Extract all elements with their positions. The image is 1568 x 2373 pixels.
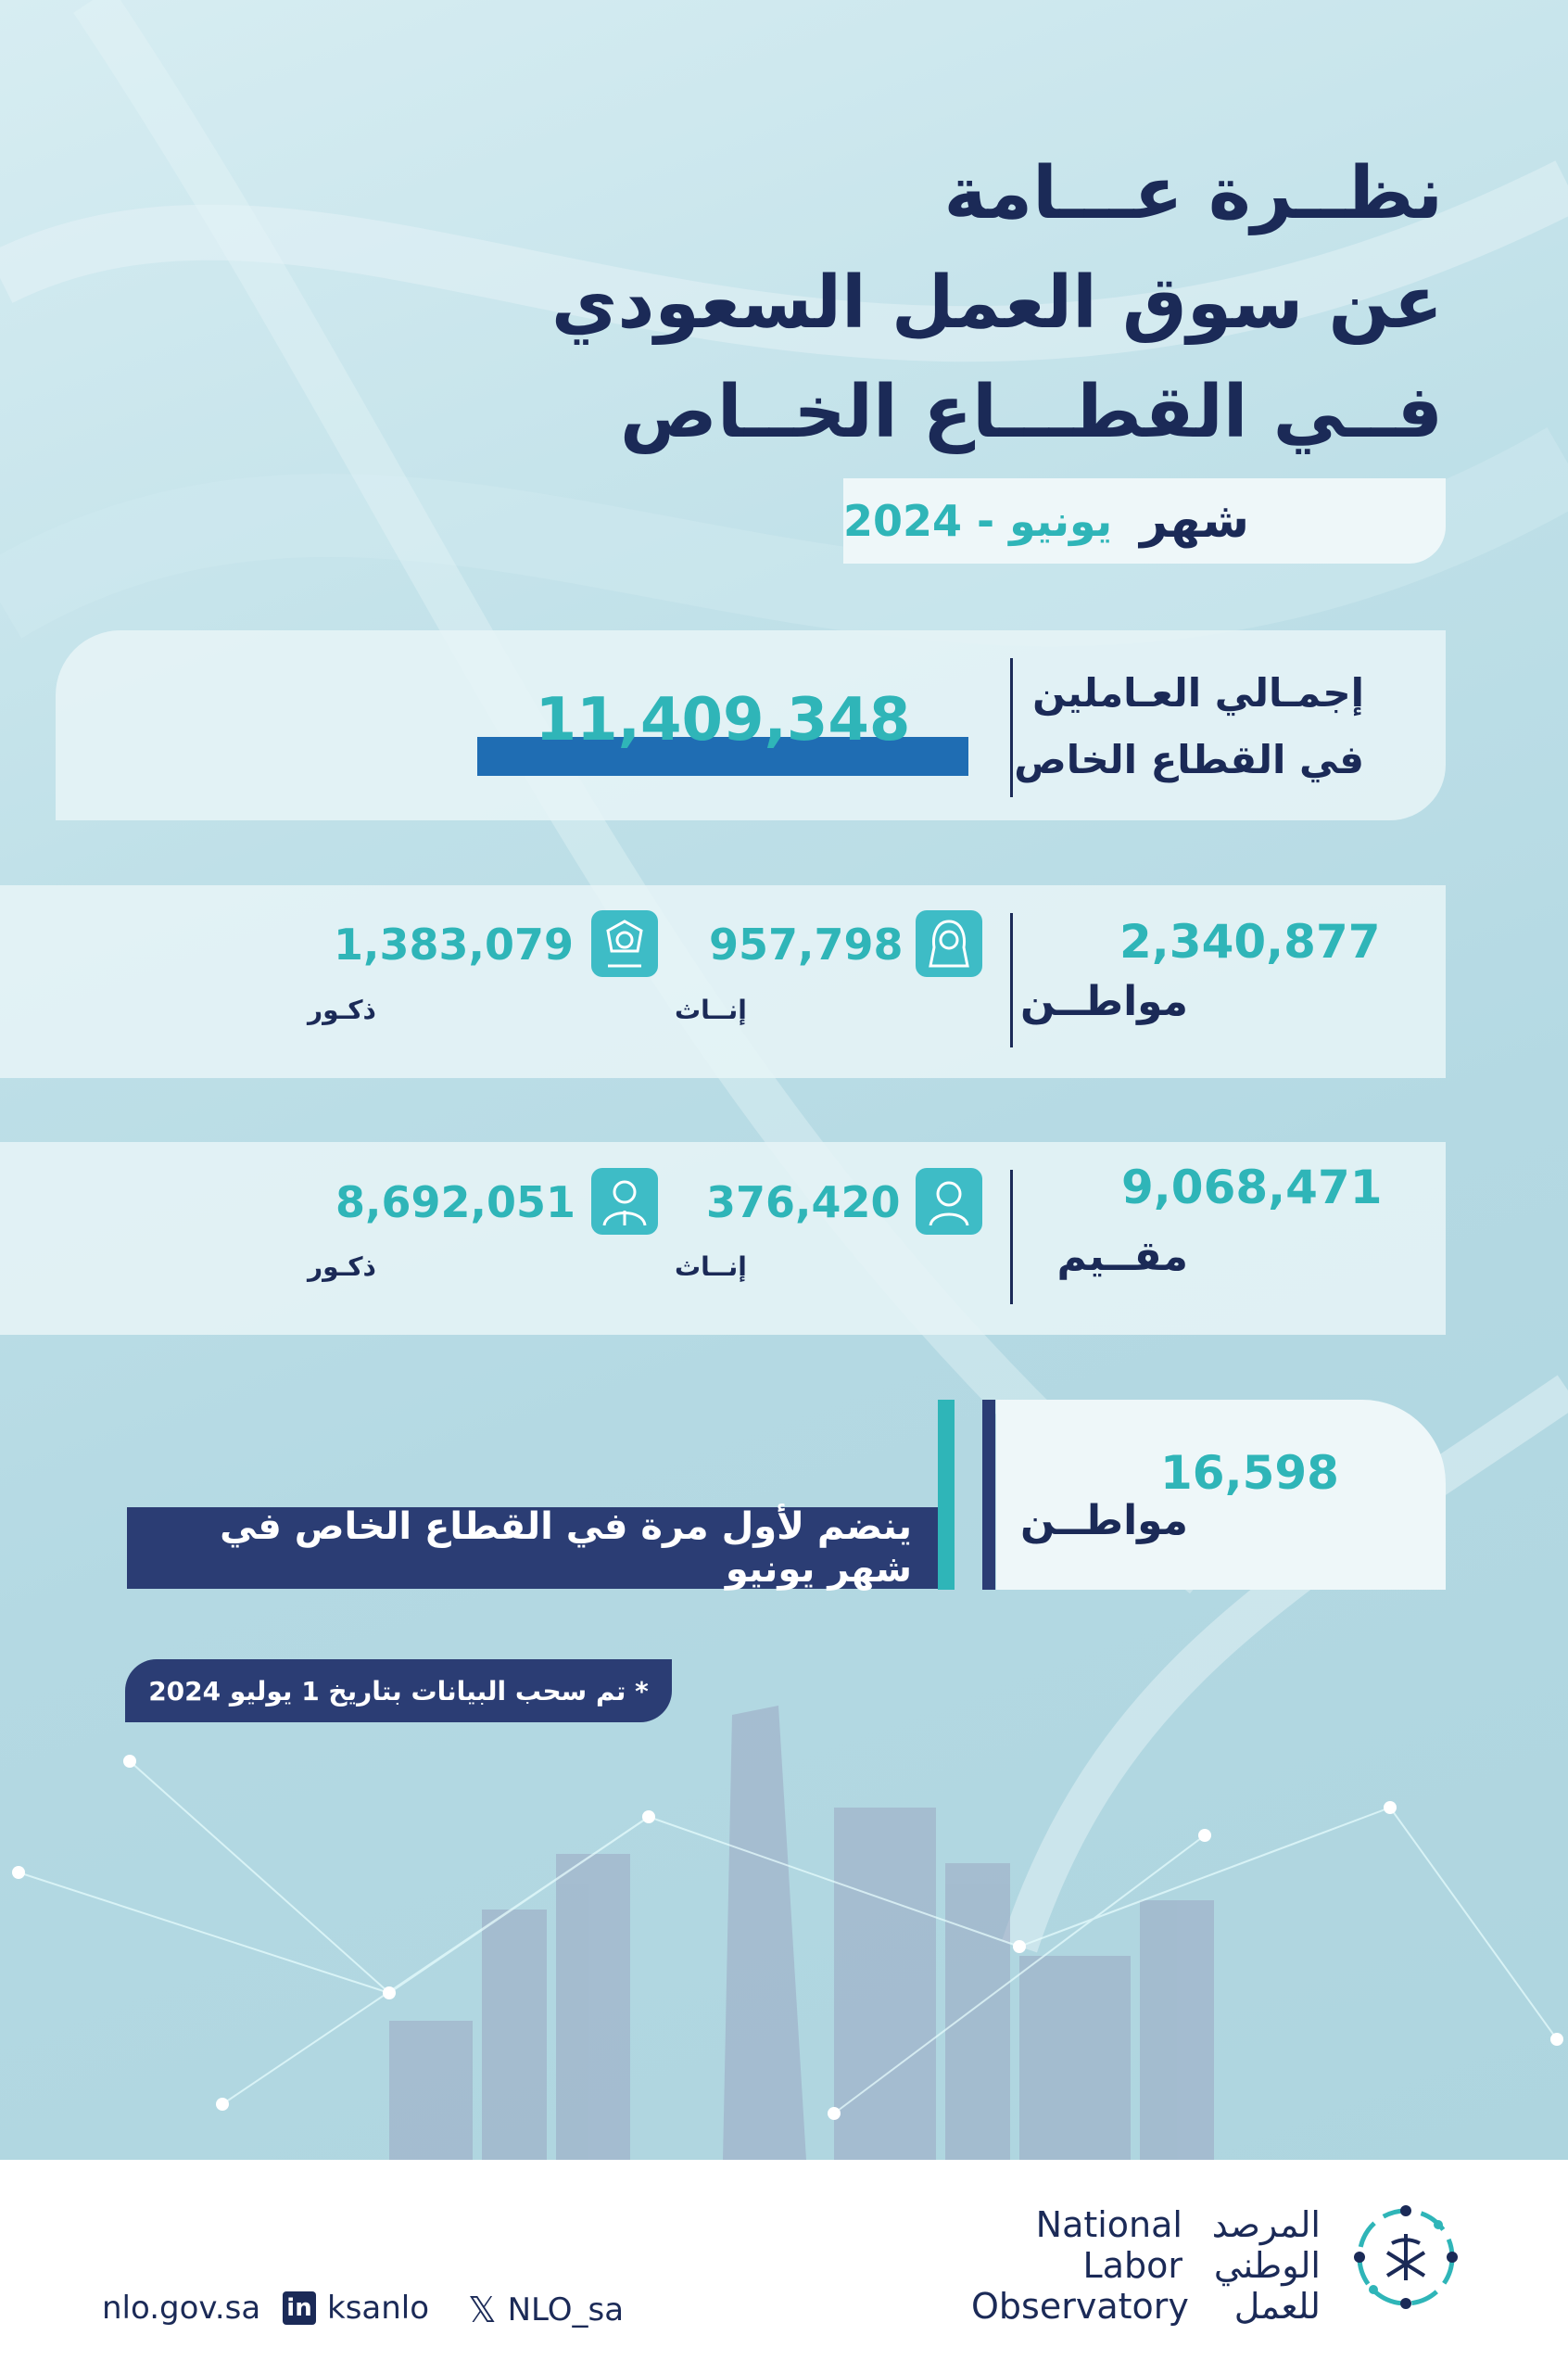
citizen-female-label: إنــاث bbox=[675, 995, 747, 1025]
period-box bbox=[843, 478, 1446, 564]
title-line-2: عن سوق العمل السعودي bbox=[550, 261, 1443, 345]
new-joiners-value: 16,598 bbox=[1160, 1446, 1339, 1500]
period-value: يونيو - 2024 bbox=[843, 496, 1113, 546]
title-line-1: نظــرة عـــامة bbox=[943, 152, 1443, 235]
org-en-line-3: Observatory bbox=[971, 2286, 1189, 2327]
linkedin-link[interactable] bbox=[283, 2290, 429, 2327]
website-text[interactable]: nlo.gov.sa bbox=[102, 2290, 261, 2327]
resident-female-value: 376,420 bbox=[706, 1177, 901, 1227]
org-ar-line-2: الوطني bbox=[1213, 2245, 1321, 2286]
website-link[interactable] bbox=[102, 2290, 260, 2327]
org-ar-line-3: للعمل bbox=[1233, 2286, 1321, 2327]
new-joiners-accent-navy bbox=[982, 1400, 995, 1590]
citizen-male-label: ذكـور bbox=[308, 995, 376, 1025]
x-icon: 𝕏 bbox=[468, 2290, 497, 2330]
citizen-female-value: 957,798 bbox=[709, 920, 904, 970]
male-citizen-icon bbox=[591, 910, 658, 977]
linkedin-handle[interactable]: ksanlo bbox=[327, 2290, 430, 2327]
citizen-divider bbox=[1010, 913, 1013, 1047]
resident-female-label: إنــاث bbox=[675, 1251, 747, 1282]
data-date-note: * تم سحب البيانات بتاريخ 1 يوليو 2024 bbox=[125, 1659, 672, 1722]
org-ar-line-1: المرصد bbox=[1211, 2204, 1321, 2245]
org-name-arabic bbox=[1191, 2204, 1321, 2327]
female-citizen-icon bbox=[916, 910, 982, 977]
total-workers-value: 11,409,348 bbox=[535, 686, 911, 755]
total-label bbox=[993, 660, 1364, 793]
title-line-3: فــي القطـــاع الخــاص bbox=[619, 371, 1443, 454]
resident-label: مقــيم bbox=[1056, 1233, 1188, 1280]
new-joiners-accent-teal bbox=[938, 1400, 955, 1590]
new-joiners-label: مواطــن bbox=[1019, 1497, 1188, 1544]
new-joiners-caption: ينضم لأول مرة في القطاع الخاص في شهر يونيو bbox=[127, 1507, 938, 1589]
citizen-label: مواطــن bbox=[1019, 978, 1188, 1025]
citizen-male-value: 1,383,079 bbox=[334, 920, 574, 970]
x-link[interactable] bbox=[468, 2290, 624, 2330]
resident-total: 9,068,471 bbox=[1121, 1161, 1383, 1214]
total-label-line-2: في القطاع الخاص bbox=[1014, 737, 1364, 782]
female-resident-icon bbox=[916, 1168, 982, 1235]
citizen-total: 2,340,877 bbox=[1119, 915, 1381, 969]
org-name-english bbox=[971, 2204, 1189, 2327]
page-title bbox=[424, 139, 1443, 467]
org-en-line-1: National bbox=[1035, 2204, 1182, 2245]
resident-divider bbox=[1010, 1170, 1013, 1304]
nlo-logo-icon bbox=[1346, 2197, 1466, 2317]
org-en-line-2: Labor bbox=[1082, 2245, 1182, 2286]
resident-male-label: ذكـور bbox=[308, 1251, 376, 1282]
total-label-line-1: إجمـالي العـاملين bbox=[1032, 670, 1364, 716]
linkedin-icon: in bbox=[283, 2291, 316, 2325]
x-handle[interactable]: NLO_sa bbox=[507, 2291, 625, 2329]
period-label: شهر bbox=[1140, 493, 1249, 549]
footer bbox=[0, 2160, 1568, 2373]
resident-male-value: 8,692,051 bbox=[335, 1177, 575, 1227]
male-resident-icon bbox=[591, 1168, 658, 1235]
